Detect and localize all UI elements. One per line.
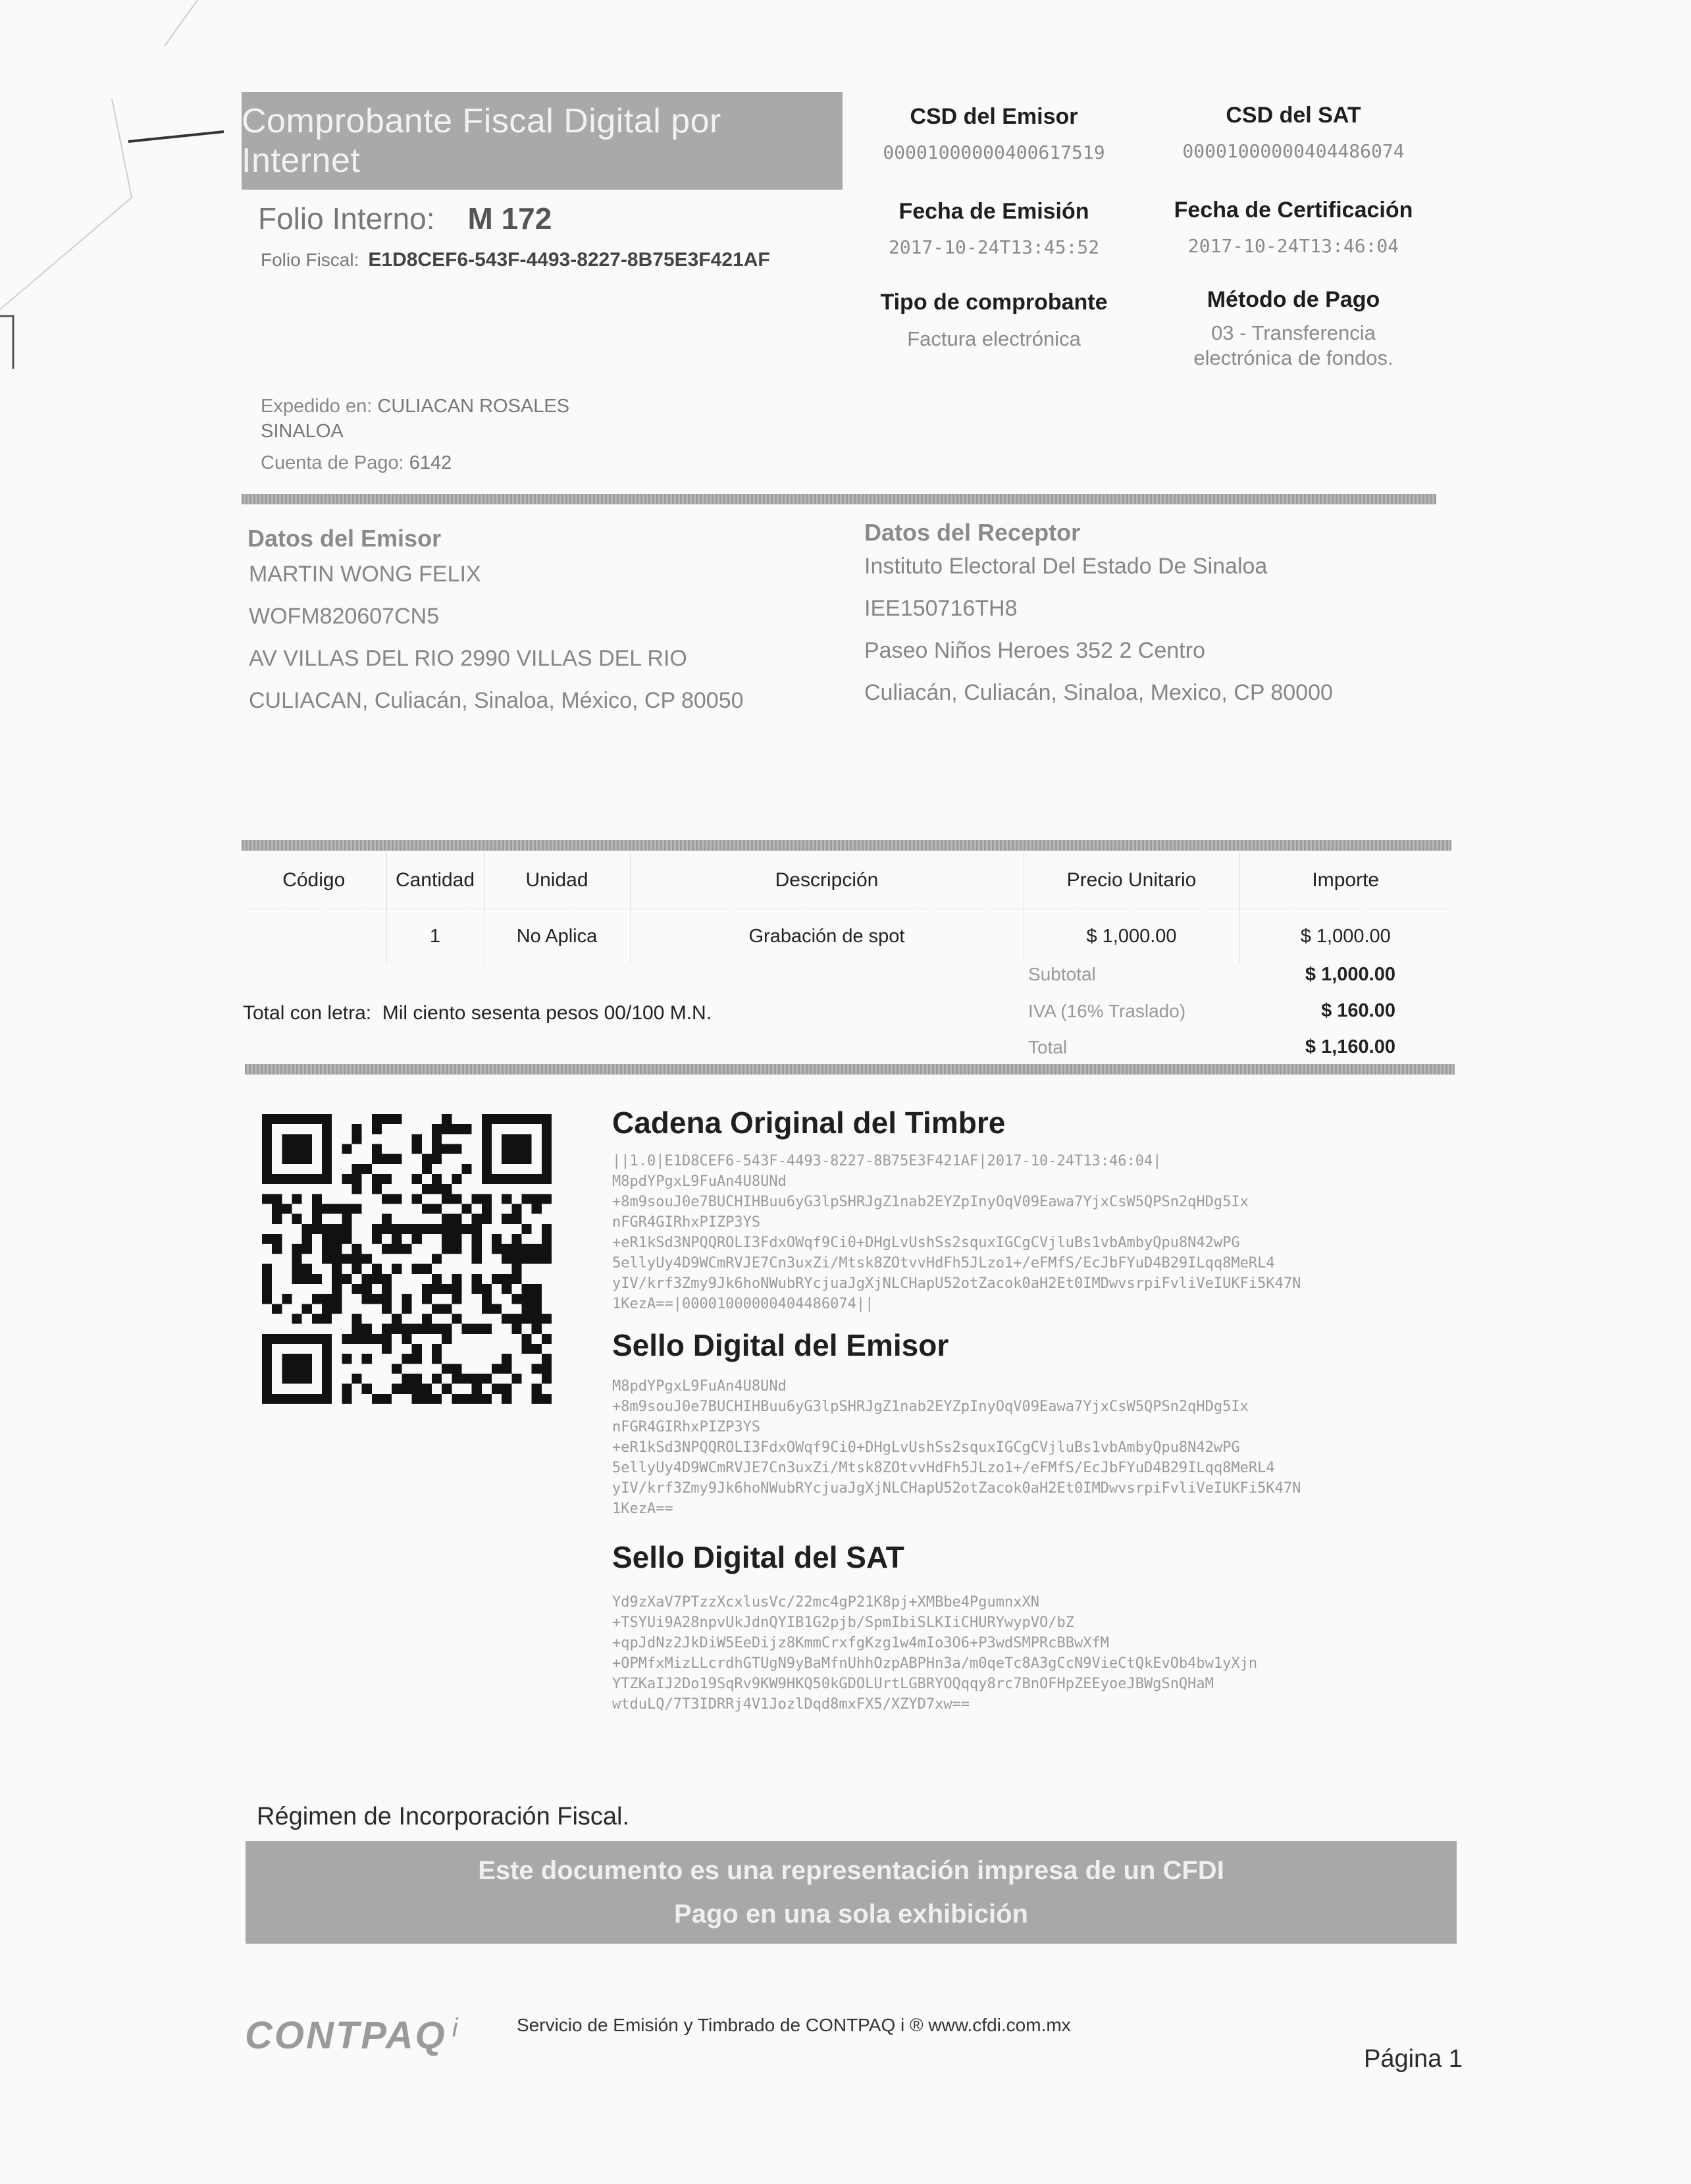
folio-fiscal: Folio Fiscal: E1D8CEF6-543F-4493-8227-8B75E3F421AF (261, 249, 770, 271)
col-unidad: Unidad (484, 852, 630, 909)
folio-interno-value: M 172 (467, 201, 552, 236)
total-letra-value: Mil ciento sesenta pesos 00/100 M.N. (382, 1002, 712, 1024)
cell-cantidad: 1 (386, 909, 484, 964)
fecha-emision: Fecha de Emisión 2017-10-24T13:45:52 (849, 199, 1139, 258)
csd-sat-value: 00001000000404486074 (1182, 140, 1405, 162)
csd-emisor-value: 00001000000400617519 (883, 142, 1105, 163)
total-label: Total (1028, 1037, 1068, 1057)
notice-line-1: Este documento es una representación impresa de un CFDI (478, 1856, 1224, 1885)
regimen-fiscal: Régimen de Incorporación Fiscal. (257, 1803, 630, 1830)
col-importe: Importe (1239, 852, 1451, 909)
sello-emisor-text: M8pdYPgxL9FuAn4U8UNd +8m9souJ0e7BUCHIHBuu6yG3lpSHRJgZ1nab2EYZpInyOqV09Eawa7YjxCsW5QPSn2qHDg5Ix nFGR4GIRhxPIZP3YS +eR1kSd3NPQQROLI3FdxOWqf9Ci0+DHgLvUshSs2squxIGCgCVjluBs1vbAmbyQpu8N42wPG 5ellyUy4D9WCmRVJE7Cn3uxZi/Mtsk8ZOtvvHdFh5JLzo1+/eFMfS/EcJbFYuD4B29ILqq8MeRL4 yIV/krf3Zmy9Jk6hoNWubRYcjuaJgXjNLCHapU52otZacok0aH2Et0IMDwvsrpiFvliVeIUKFi5K47N 1KezA== (612, 1378, 1301, 1517)
metodo-pago-value: 03 - Transferencia electrónica de fondos. (1193, 321, 1393, 369)
csd-emisor: CSD del Emisor 00001000000400617519 (849, 104, 1139, 163)
emisor-details (249, 553, 744, 722)
receptor-details (864, 545, 1333, 714)
section-divider (242, 494, 1436, 504)
cell-importe: $ 1,000.00 (1300, 925, 1391, 947)
sello-sat-text: Yd9zXaV7PTzzXcxlusVc/22mc4gP21K8pj+XMBbe4PgumnxXN +TSYUi9A28npvUkJdnQYIB1G2pjb/SpmIbiSLKIiCHURYwypVO/bZ +qpJdNz2JkDiW5EeDijz8KmmCrxfgKzg1w4mIo3O6+P3wdSMPRcBBwXfM +OPMfxMizLLcrdhGTUgN9yBaMfnUhhOzpABPHn3a/m0qeTc8A3gCcN9VieCtQkEvOb4bw1yXjn YTZKaIJ2Do19SqRv9KW9HKQ50kGDOLUrtLGBRYOQqqy8rc7BnOFHpZEEyoeJBWgSnQHaM wtduLQ/7T3IDRRj4V1JozlDqd8mxFX5/XZYD7xw== (612, 1594, 1258, 1713)
iva-label: IVA (16% Traslado) (1028, 1001, 1186, 1021)
emisor-title: Datos del Emisor (247, 525, 442, 552)
total-con-letra: Total con letra: Mil ciento sesenta pesos 00/100 M.N. (243, 1002, 712, 1024)
cell-codigo (242, 909, 386, 964)
page-number: Página 1 (1364, 2045, 1463, 2073)
col-precio-unitario: Precio Unitario (1024, 852, 1239, 909)
notice-line-2: Pago en una sola exhibición (674, 1900, 1028, 1929)
items-table (242, 852, 1451, 963)
expedido-en: Expedido en: CULIACAN ROSALES SINALOA Cuenta de Pago: 6142 (261, 396, 570, 473)
col-descripcion: Descripción (630, 852, 1024, 909)
cell-descripcion: Grabación de spot (630, 909, 1024, 964)
receptor-nombre: Instituto Electoral Del Estado De Sinaloa (864, 554, 1268, 579)
cadena-text: ||1.0|E1D8CEF6-543F-4493-8227-8B75E3F421AF|2017-10-24T13:46:04| M8pdYPgxL9FuAn4U8UNd +8m9souJ0e7BUCHIHBuu6yG3lpSHRJgZ1nab2EYZpInyOqV09Eawa7YjxCsW5QPSn2qHDg5Ix nFGR4GIRhxPIZP3YS +eR1kSd3NPQQROLI3FdxOWqf9Ci0+DHgLvUshSs2squxIGCgCVjluBs1vbAmbyQpu8N42wPG 5ellyUy4D9WCmRVJE7Cn3uxZi/Mtsk8ZOtvvHdFh5JLzo1+/eFMfS/EcJbFYuD4B29ILqq8MeRL4 yIV/krf3Zmy9Jk6hoNWubRYcjuaJgXjNLCHapU52otZacok0aH2Et0IMDwvsrpiFvliVeIUKFi5K47N 1KezA==|00001000000404486074|| (612, 1153, 1301, 1312)
cuenta-pago-value: 6142 (409, 452, 452, 473)
folio-fiscal-value: E1D8CEF6-543F-4493-8227-8B75E3F421AF (368, 249, 770, 271)
emisor-rfc: WOFM820607CN5 (249, 604, 440, 629)
col-cantidad: Cantidad (386, 852, 484, 909)
table-bottom-divider (245, 1064, 1455, 1075)
receptor-domicilio: Paseo Niños Heroes 352 2 Centro (864, 638, 1205, 663)
cell-unidad: No Aplica (484, 909, 630, 964)
sello-emisor-title: Sello Digital del Emisor (612, 1328, 949, 1362)
banner-title: Comprobante Fiscal Digital por Internet (242, 102, 721, 180)
table-top-divider (242, 840, 1451, 851)
cadena-title: Cadena Original del Timbre (612, 1105, 1006, 1140)
emisor-nombre: MARTIN WONG FELIX (249, 562, 481, 587)
sello-sat-title: Sello Digital del SAT (612, 1540, 904, 1574)
metodo-pago: Método de Pago 03 - Transferencia electrónica de fondos. (1149, 287, 1438, 371)
servicio-text: Servicio de Emisión y Timbrado de CONTPAQ i ® www.cfdi.com.mx (517, 2015, 1071, 2035)
paper-fold-mark (0, 0, 237, 369)
tipo-comprobante: Tipo de comprobante Factura electrónica (849, 290, 1139, 351)
subtotal-label: Subtotal (1028, 964, 1096, 984)
table-row (242, 909, 1451, 964)
fecha-certificacion: Fecha de Certificación 2017-10-24T13:46:04 (1149, 198, 1438, 257)
table-header-row (242, 852, 1451, 909)
total-value: $ 1,160.00 (1305, 1036, 1395, 1057)
cfdi-notice-band (246, 1841, 1457, 1944)
qr-code (262, 1114, 552, 1404)
subtotal-value: $ 1,000.00 (1305, 964, 1395, 985)
tipo-comprobante-value: Factura electrónica (907, 327, 1081, 350)
folio-interno: Folio Interno: M 172 (258, 201, 552, 236)
receptor-ciudad: Culiacán, Culiacán, Sinaloa, Mexico, CP 80000 (864, 680, 1333, 705)
receptor-rfc: IEE150716TH8 (864, 596, 1018, 621)
fecha-certificacion-value: 2017-10-24T13:46:04 (1187, 235, 1399, 257)
csd-sat: CSD del SAT 00001000000404486074 (1149, 103, 1438, 162)
col-codigo: Código (242, 852, 386, 909)
emisor-ciudad: CULIACAN, Culiacán, Sinaloa, México, CP 80050 (249, 688, 744, 713)
cfdi-title-banner (242, 92, 843, 190)
iva-value: $ 160.00 (1321, 1000, 1395, 1021)
contpaq-logo: CONTPAQ $^i$ (245, 2013, 460, 2057)
fecha-emision-value: 2017-10-24T13:45:52 (888, 236, 1100, 258)
emisor-domicilio: AV VILLAS DEL RIO 2990 VILLAS DEL RIO (249, 646, 687, 671)
receptor-title: Datos del Receptor (864, 519, 1081, 546)
cell-precio-unitario: $ 1,000.00 (1024, 909, 1239, 964)
